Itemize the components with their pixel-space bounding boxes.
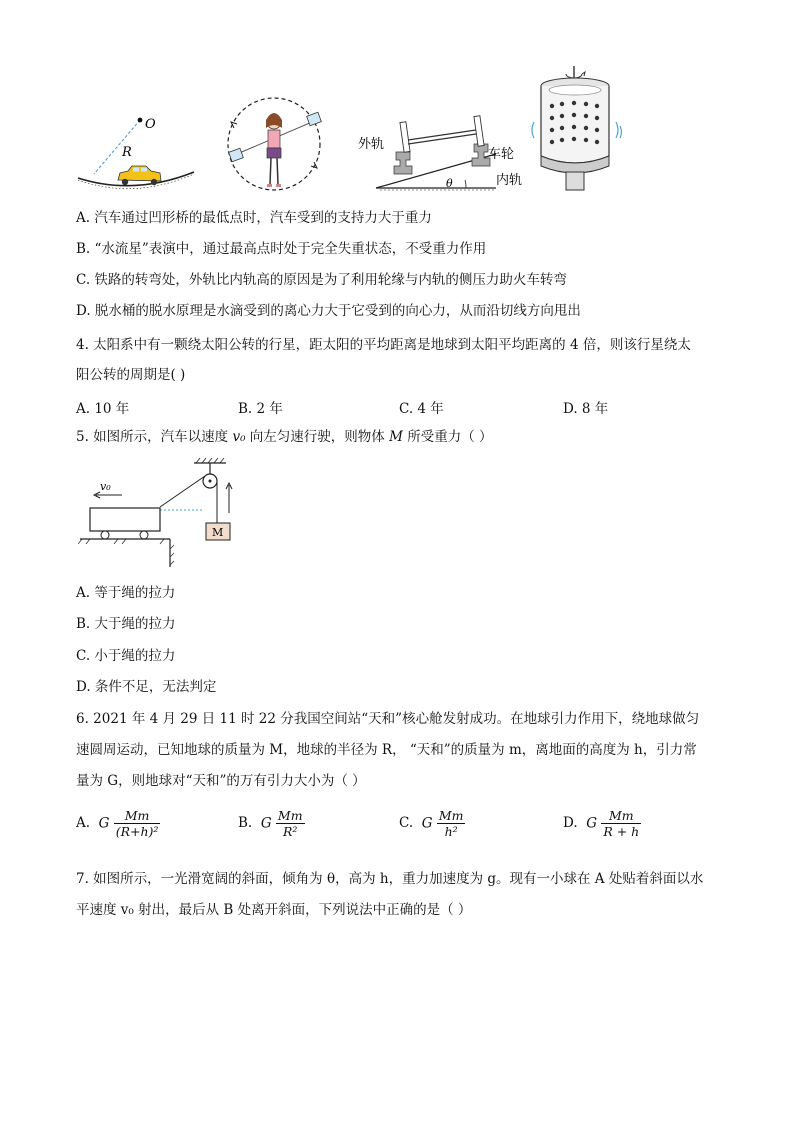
q4-stem-line1: 4. 太阳系中有一颗绕太阳公转的行星，距太阳的平均距离是地球到太阳平均距离的 4 倍，则该行星绕太 xyxy=(76,337,691,353)
mass-label: M xyxy=(212,526,224,539)
point-o-label: O xyxy=(145,117,156,132)
spin-dryer-figure xyxy=(530,62,630,194)
wheel-label: 车轮 xyxy=(488,147,515,162)
pulley-car-figure xyxy=(78,455,238,570)
q6-option-c: C. G $\frac{Mm}{\text{h²}}$ xyxy=(399,808,464,839)
q4-option-a: A. 10 年 xyxy=(76,401,130,417)
cart-body xyxy=(90,508,160,531)
q4-option-b: B. 2 年 xyxy=(238,401,283,417)
concave-bridge-figure xyxy=(72,108,202,193)
q5-option-d: D. 条件不足，无法判定 xyxy=(76,679,217,695)
railway-curve-figure xyxy=(358,108,526,194)
q4-option-c: C. 4 年 xyxy=(399,401,444,417)
q6-stem-line2: 速圆周运动，已知地球的质量为 M，地球的半径为 R， “天和”的质量为 m，离地面的高度为 h，引力常 xyxy=(76,742,697,758)
inner-rail-label: 内轨 xyxy=(496,173,523,188)
q3-option-c: C. 铁路的转弯处，外轨比内轨高的原因是为了利用轮缘与内轨的侧压力助火车转弯 xyxy=(76,272,567,288)
q5-option-b: B. 大于绳的拉力 xyxy=(76,616,176,632)
theta-label: θ xyxy=(446,177,453,190)
velocity-label: v₀ xyxy=(100,480,111,493)
radius-label: R xyxy=(122,145,132,160)
performer-icon xyxy=(266,113,282,187)
q5-stem: 5. 如图所示，汽车以速度 v₀ 向左匀速行驶，则物体 M 所受重力（ ） xyxy=(76,429,493,445)
q4-stem-line2: 阳公转的周期是( ) xyxy=(76,367,186,383)
q3-option-d: D. 脱水桶的脱水原理是水滴受到的离心力大于它受到的向心力，从而沿切线方向甩出 xyxy=(76,303,581,319)
q3-option-b: B. “水流星”表演中，通过最高点时处于完全失重状态，不受重力作用 xyxy=(76,241,487,257)
q6-option-d: D. G $\frac{Mm}{R + h}$ xyxy=(563,808,640,839)
q6-stem-line1: 6. 2021 年 4 月 29 日 11 时 22 分我国空间站“天和”核心舱发射成功。在地球引力作用下，绕地球做匀 xyxy=(76,711,700,727)
outer-rail-label: 外轨 xyxy=(358,137,385,152)
q7-stem-line1: 7. 如图所示，一光滑宽阔的斜面，倾角为 θ，高为 h，重力加速度为 g。现有一小球在 A 处贴着斜面以水 xyxy=(76,871,704,887)
water-meteor-figure xyxy=(222,92,327,197)
car-icon xyxy=(118,166,161,185)
q5-option-c: C. 小于绳的拉力 xyxy=(76,648,176,664)
q4-option-d: D. 8 年 xyxy=(563,401,609,417)
q6-stem-line3: 量为 G，则地球对“天和”的万有引力大小为（ ） xyxy=(76,773,366,789)
q3-option-a: A. 汽车通过凹形桥的最低点时，汽车受到的支持力大于重力 xyxy=(76,210,432,226)
q6-option-b: B. G $\frac{Mm}{\text{R²}}$ xyxy=(238,808,303,839)
q5-option-a: A. 等于绳的拉力 xyxy=(76,585,176,601)
q6-option-a: A. G $\frac{Mm}{\text{(R+h)²}}$ xyxy=(76,808,159,839)
q7-stem-line2: 平速度 v₀ 射出，最后从 B 处离开斜面，下列说法中正确的是（ ） xyxy=(76,902,472,918)
